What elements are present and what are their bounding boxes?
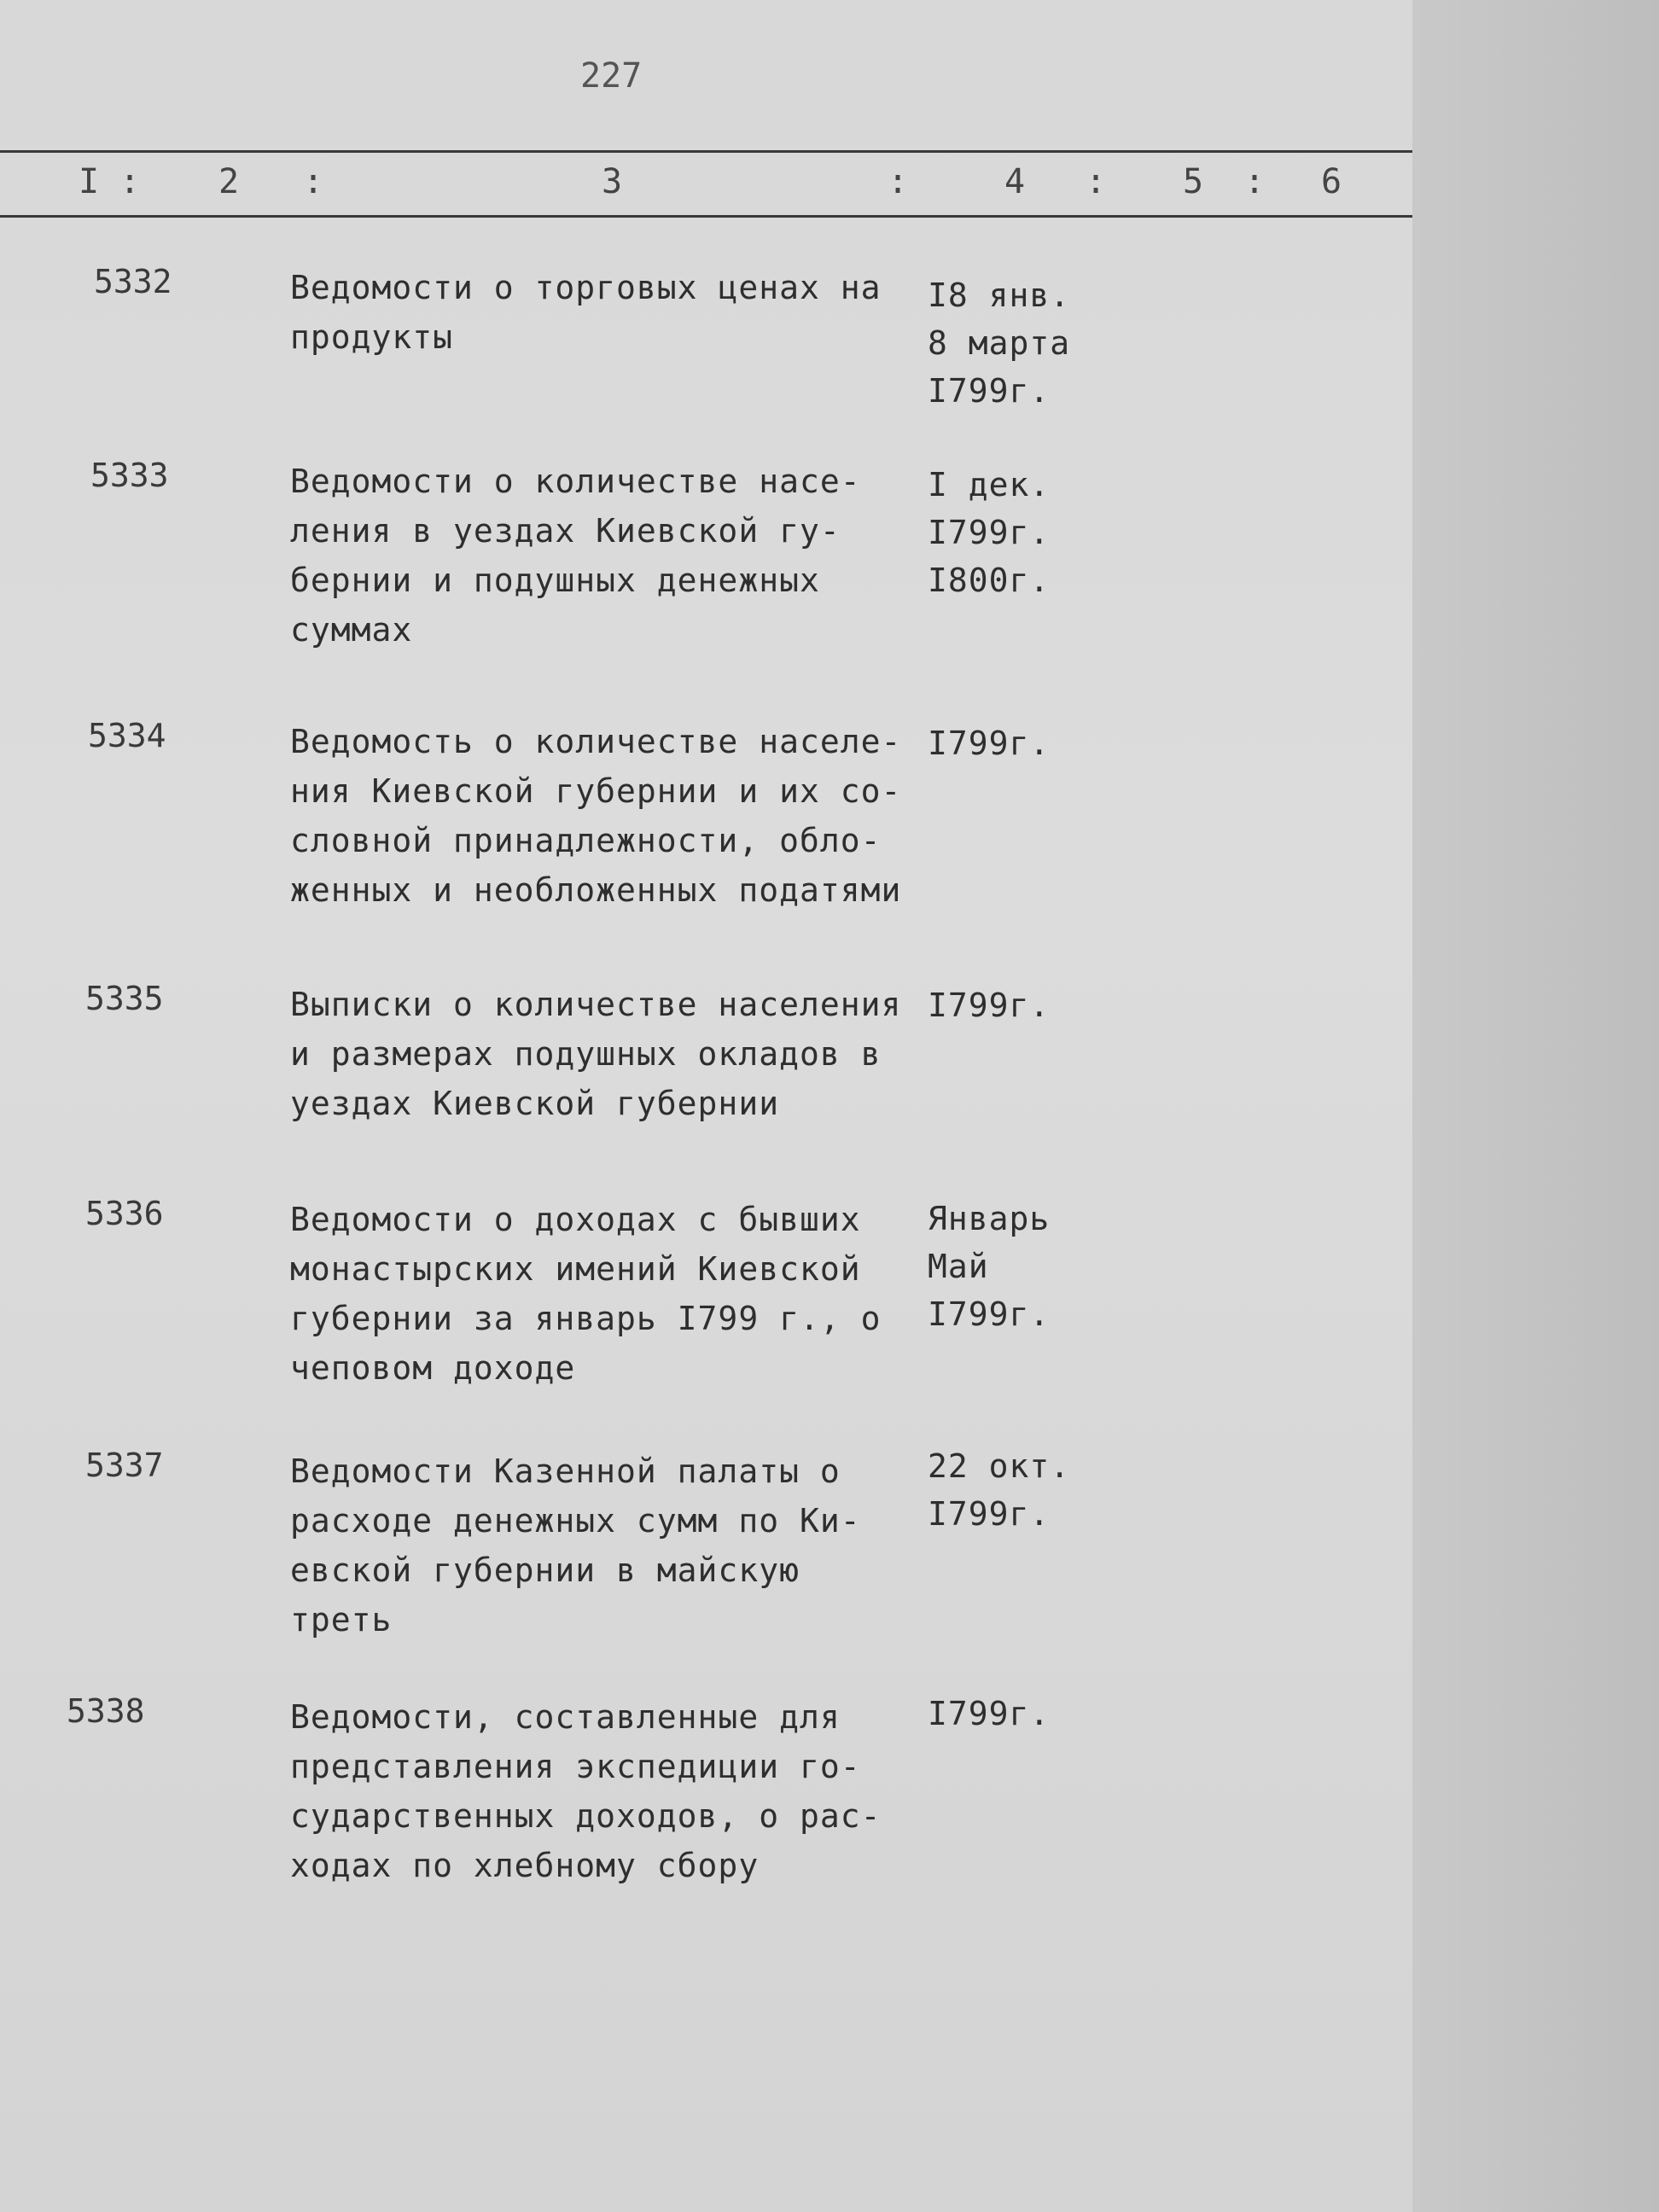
entry-date: I799г. <box>928 725 1051 762</box>
entry-number: 5333 <box>90 457 169 494</box>
entry-date: 22 окт. I799г. <box>928 1447 1071 1533</box>
column-separator: : <box>1244 162 1266 201</box>
entry-description: Ведомости о количестве насе- ления в уездах Киевской гу- бернии и подушных денежных суммах <box>290 463 861 649</box>
header-top-rule <box>0 150 1412 153</box>
entry-number: 5334 <box>88 717 166 754</box>
column-separator: : <box>1086 162 1107 201</box>
page-edge-background <box>1412 0 1659 2212</box>
entry-number: 5332 <box>94 263 172 300</box>
entry-description: Ведомости Казенной палаты о расходе денежных сумм по Ки- евской губернии в майскую треть <box>290 1452 861 1639</box>
column-header-1: I <box>79 162 100 201</box>
entry-number: 5336 <box>85 1195 164 1232</box>
column-header-3: 3 <box>602 162 623 201</box>
entry-number: 5335 <box>85 980 164 1017</box>
column-header-5: 5 <box>1183 162 1204 201</box>
page-number: 227 <box>580 56 643 96</box>
entry-description: Ведомости, составленные для представления экспедиции го- сударственных доходов, о рас- ходах по хлебному сбору <box>290 1698 882 1884</box>
column-header-2: 2 <box>218 162 240 201</box>
entry-description: Ведомость о количестве населе- ния Киевской губернии и их со- словной принадлежности, обло- женных и необложенных податями <box>290 723 902 909</box>
entry-description: Выписки о количестве населения и размерах подушных окладов в уездах Киевской губернии <box>290 986 902 1122</box>
column-header-4: 4 <box>1004 162 1026 201</box>
entry-description: Ведомости о доходах с бывших монастырских имений Киевской губернии за январь I799 г., о чеповом доходе <box>290 1201 882 1387</box>
entry-date: I799г. <box>928 987 1051 1024</box>
entry-number: 5337 <box>85 1447 164 1484</box>
column-separator: : <box>303 162 324 201</box>
entry-date: I дек. I799г. I800г. <box>928 466 1051 599</box>
column-header-6: 6 <box>1321 162 1342 201</box>
column-separator: : <box>888 162 909 201</box>
entry-number: 5338 <box>67 1692 145 1730</box>
entry-description: Ведомости о торговых ценах на продукты <box>290 269 882 356</box>
header-bottom-rule <box>0 215 1412 218</box>
entry-date: I8 янв. 8 марта I799г. <box>928 276 1071 410</box>
column-separator: : <box>119 162 141 201</box>
entry-date: I799г. <box>928 1695 1051 1732</box>
entry-date: Январь Май I799г. <box>928 1200 1051 1333</box>
